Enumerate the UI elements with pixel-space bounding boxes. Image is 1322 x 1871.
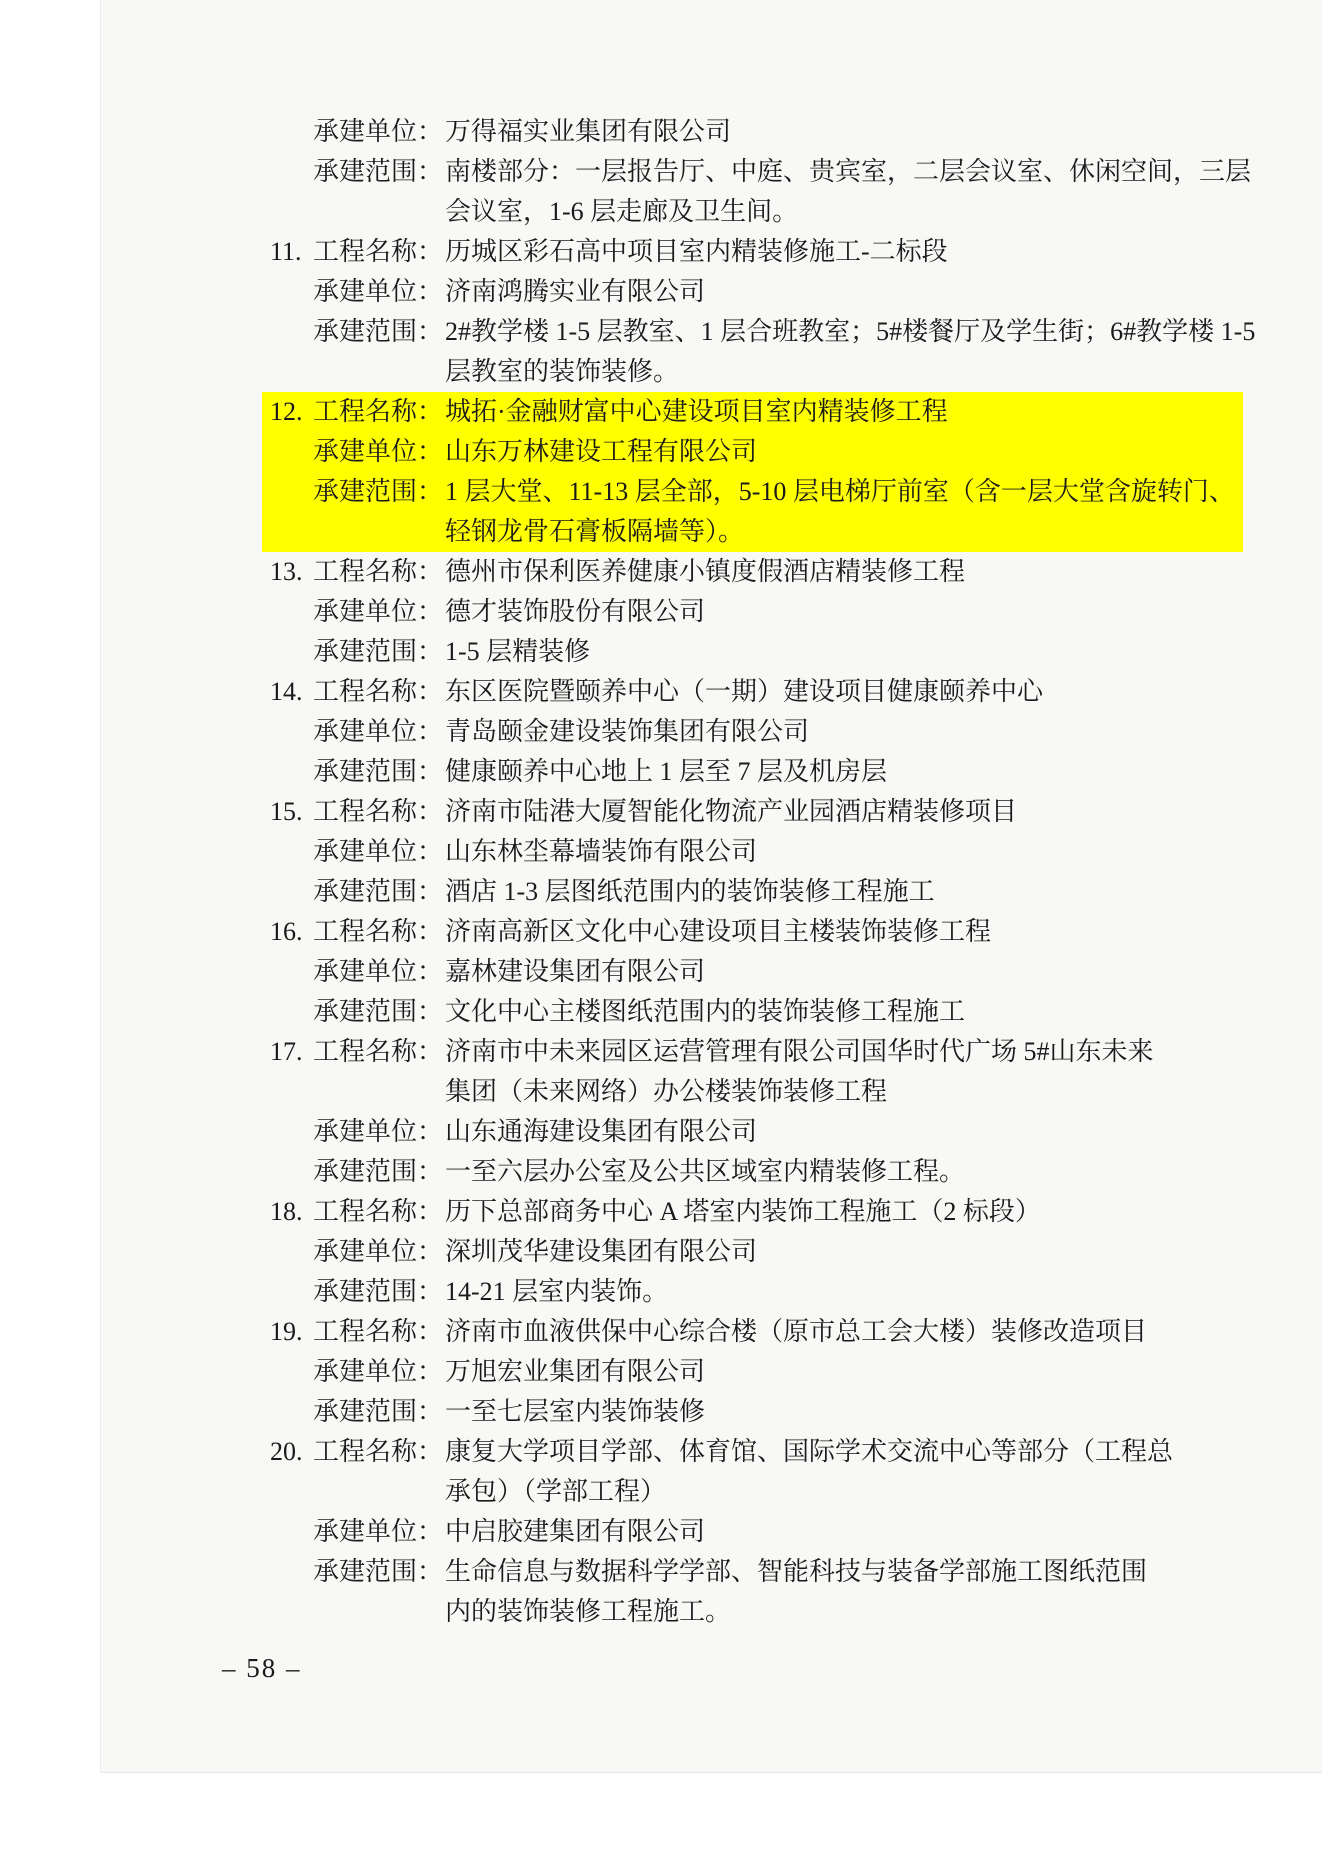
page-number: – 58 – (222, 1653, 302, 1683)
project-number: 19. (270, 1317, 303, 1346)
field-label: 工程名称： (313, 1317, 444, 1346)
field-label (313, 512, 445, 552)
field-label: 承建范围： (313, 317, 444, 346)
project-number (270, 1112, 313, 1152)
project-item (262, 912, 1243, 1032)
field-label: 承建范围： (313, 1277, 444, 1306)
field-label: 承建单位： (313, 1117, 444, 1146)
field-label: 承建单位： (313, 597, 444, 626)
document-line (270, 1032, 1243, 1072)
field-label (313, 1072, 445, 1112)
project-item (262, 1032, 1243, 1192)
document-line (270, 1392, 1243, 1432)
project-number (270, 112, 313, 152)
field-label (313, 1472, 445, 1512)
field-value: 万得福实业集团有限公司 (445, 117, 732, 146)
field-value: 东区医院暨颐养中心（一期）建设项目健康颐养中心 (445, 677, 1044, 706)
document-line (270, 992, 1243, 1032)
field-label (313, 352, 445, 392)
field-label: 承建范围： (313, 1157, 444, 1186)
document-line (270, 832, 1243, 872)
field-label (313, 192, 445, 232)
project-number (270, 312, 313, 352)
field-label: 承建单位： (313, 957, 444, 986)
field-label: 承建单位： (313, 1517, 444, 1546)
field-label: 工程名称： (313, 1197, 444, 1226)
project-number (270, 1272, 313, 1312)
field-label: 工程名称： (313, 1037, 444, 1066)
document-line (270, 1152, 1243, 1192)
document-line (270, 752, 1243, 792)
project-number (270, 1072, 313, 1112)
document-line (270, 1072, 1243, 1112)
field-label: 承建单位： (313, 117, 444, 146)
field-label: 承建范围： (313, 637, 444, 666)
project-item (262, 672, 1243, 792)
project-number (270, 712, 313, 752)
field-label: 承建范围： (313, 877, 444, 906)
field-value: 济南鸿腾实业有限公司 (445, 277, 706, 306)
field-value: 1-5 层精装修 (445, 637, 591, 666)
project-number: 18. (270, 1197, 303, 1226)
document-line (270, 792, 1243, 832)
project-item (262, 792, 1243, 912)
project-number (270, 1392, 313, 1432)
document-line (270, 112, 1243, 152)
project-number (270, 952, 313, 992)
document-line (270, 1272, 1243, 1312)
document-line (270, 552, 1243, 592)
project-number: 15. (270, 797, 303, 826)
document-line (270, 712, 1243, 752)
project-item (262, 232, 1256, 392)
field-value: 万旭宏业集团有限公司 (445, 1357, 706, 1386)
field-label: 承建单位： (313, 1237, 444, 1266)
field-value: 生命信息与数据科学学部、智能科技与装备学部施工图纸范围 (445, 1557, 1148, 1586)
field-value: 济南市血液供保中心综合楼（原市总工会大楼）装修改造项目 (445, 1317, 1148, 1346)
field-value: 济南市中未来园区运营管理有限公司国华时代广场 5#山东未来 (445, 1037, 1154, 1066)
project-number (270, 1232, 313, 1272)
project-number: 20. (270, 1437, 303, 1466)
field-label: 工程名称： (313, 917, 444, 946)
field-value: 山东通海建设集团有限公司 (445, 1117, 758, 1146)
project-number (270, 272, 313, 312)
field-label: 承建单位： (313, 837, 444, 866)
document-line (270, 1312, 1243, 1352)
field-value: 1 层大堂、11-13 层全部，5-10 层电梯厅前室（含一层大堂含旋转门、 (445, 477, 1235, 506)
project-number (270, 592, 313, 632)
project-number (270, 992, 313, 1032)
field-value: 会议室，1-6 层走廊及卫生间。 (445, 197, 799, 226)
field-value: 承包）（学部工程） (445, 1477, 667, 1506)
field-label: 承建单位： (313, 717, 444, 746)
document-line (270, 432, 1243, 472)
field-label: 工程名称： (313, 557, 444, 586)
field-value: 深圳茂华建设集团有限公司 (445, 1237, 758, 1266)
field-value: 酒店 1-3 层图纸范围内的装饰装修工程施工 (445, 877, 935, 906)
field-value: 济南市陆港大厦智能化物流产业园酒店精装修项目 (445, 797, 1018, 826)
field-label: 承建范围： (313, 477, 444, 506)
field-value: 城拓·金融财富中心建设项目室内精装修工程 (445, 397, 948, 426)
project-number: 17. (270, 1037, 303, 1066)
field-value: 济南高新区文化中心建设项目主楼装饰装修工程 (445, 917, 992, 946)
field-value: 轻钢龙骨石膏板隔墙等）。 (445, 517, 745, 546)
project-number (270, 472, 313, 512)
project-number (270, 512, 313, 552)
field-value: 南楼部分：一层报告厅、中庭、贵宾室，二层会议室、休闲空间，三层 (445, 157, 1252, 186)
project-number: 13. (270, 557, 303, 586)
project-item (262, 552, 1243, 672)
document-line (270, 232, 1243, 272)
project-number (270, 1472, 313, 1512)
field-label: 工程名称： (313, 1437, 444, 1466)
project-number (270, 1592, 313, 1632)
document-line (270, 192, 1243, 232)
project-item (262, 112, 1252, 232)
project-item-highlighted (262, 392, 1243, 552)
document-line (270, 352, 1243, 392)
field-label: 工程名称： (313, 797, 444, 826)
field-value: 历下总部商务中心 A 塔室内装饰工程施工（2 标段） (445, 1197, 1041, 1226)
field-value: 山东林坔幕墙装饰有限公司 (445, 837, 758, 866)
field-value: 历城区彩石高中项目室内精装修施工-二标段 (445, 237, 948, 266)
project-number (270, 752, 313, 792)
project-number (270, 1352, 313, 1392)
field-value: 山东万林建设工程有限公司 (445, 437, 758, 466)
project-number (270, 872, 313, 912)
document-line (270, 632, 1243, 672)
project-list (262, 112, 1256, 1632)
field-value: 14-21 层室内装饰。 (445, 1277, 669, 1306)
document-line (270, 592, 1243, 632)
document-line (270, 1552, 1243, 1592)
field-label: 承建范围： (313, 997, 444, 1026)
field-label: 工程名称： (313, 397, 444, 426)
document-line (270, 1352, 1243, 1392)
document-line (270, 512, 1243, 552)
document-line (270, 272, 1243, 312)
document-line (270, 392, 1243, 432)
document-line (270, 872, 1243, 912)
project-number (270, 832, 313, 872)
document-line (270, 912, 1243, 952)
document-line (270, 472, 1243, 512)
field-value: 嘉林建设集团有限公司 (445, 957, 706, 986)
document-line (270, 1112, 1243, 1152)
field-value: 青岛颐金建设装饰集团有限公司 (445, 717, 810, 746)
field-value: 健康颐养中心地上 1 层至 7 层及机房层 (445, 757, 888, 786)
field-label: 承建单位： (313, 277, 444, 306)
field-label: 承建单位： (313, 1357, 444, 1386)
document-line (270, 1232, 1243, 1272)
project-number (270, 1512, 313, 1552)
field-value: 一至七层室内装饰装修 (445, 1397, 706, 1426)
project-item (262, 1192, 1243, 1312)
field-value: 康复大学项目学部、体育馆、国际学术交流中心等部分（工程总 (445, 1437, 1174, 1466)
field-value: 2#教学楼 1-5 层教室、1 层合班教室；5#楼餐厅及学生街；6#教学楼 1-5 (445, 317, 1256, 346)
field-label: 承建范围： (313, 757, 444, 786)
field-value: 文化中心主楼图纸范围内的装饰装修工程施工 (445, 997, 966, 1026)
project-number (270, 1152, 313, 1192)
document-line (270, 152, 1252, 192)
project-number: 14. (270, 677, 303, 706)
field-value: 集团（未来网络）办公楼装饰装修工程 (445, 1077, 888, 1106)
project-number (270, 152, 313, 192)
document-line (270, 1592, 1243, 1632)
document-line (270, 672, 1243, 712)
document-line (270, 1432, 1243, 1472)
document-line (270, 1512, 1243, 1552)
field-value: 一至六层办公室及公共区域室内精装修工程。 (445, 1157, 966, 1186)
field-value: 内的装饰装修工程施工。 (445, 1597, 732, 1626)
field-label: 承建范围： (313, 1397, 444, 1426)
field-label: 工程名称： (313, 677, 444, 706)
project-number: 16. (270, 917, 303, 946)
document-line (270, 952, 1243, 992)
field-label: 承建范围： (313, 1557, 444, 1586)
project-number (270, 192, 313, 232)
field-label (313, 1592, 445, 1632)
project-item (262, 1312, 1243, 1432)
field-value: 德才装饰股份有限公司 (445, 597, 706, 626)
document-line (270, 1192, 1243, 1232)
field-label: 承建范围： (313, 157, 444, 186)
project-item (262, 1432, 1243, 1632)
field-value: 层教室的装饰装修。 (445, 357, 680, 386)
field-label: 工程名称： (313, 237, 444, 266)
project-number (270, 352, 313, 392)
field-label: 承建单位： (313, 437, 444, 466)
project-number: 11. (270, 237, 302, 266)
field-value: 中启胶建集团有限公司 (445, 1517, 706, 1546)
project-number (270, 1552, 313, 1592)
project-number: 12. (270, 397, 303, 426)
document-line (270, 1472, 1243, 1512)
document-line (270, 312, 1256, 352)
project-number (270, 432, 313, 472)
field-value: 德州市保利医养健康小镇度假酒店精装修工程 (445, 557, 966, 586)
project-number (270, 632, 313, 672)
